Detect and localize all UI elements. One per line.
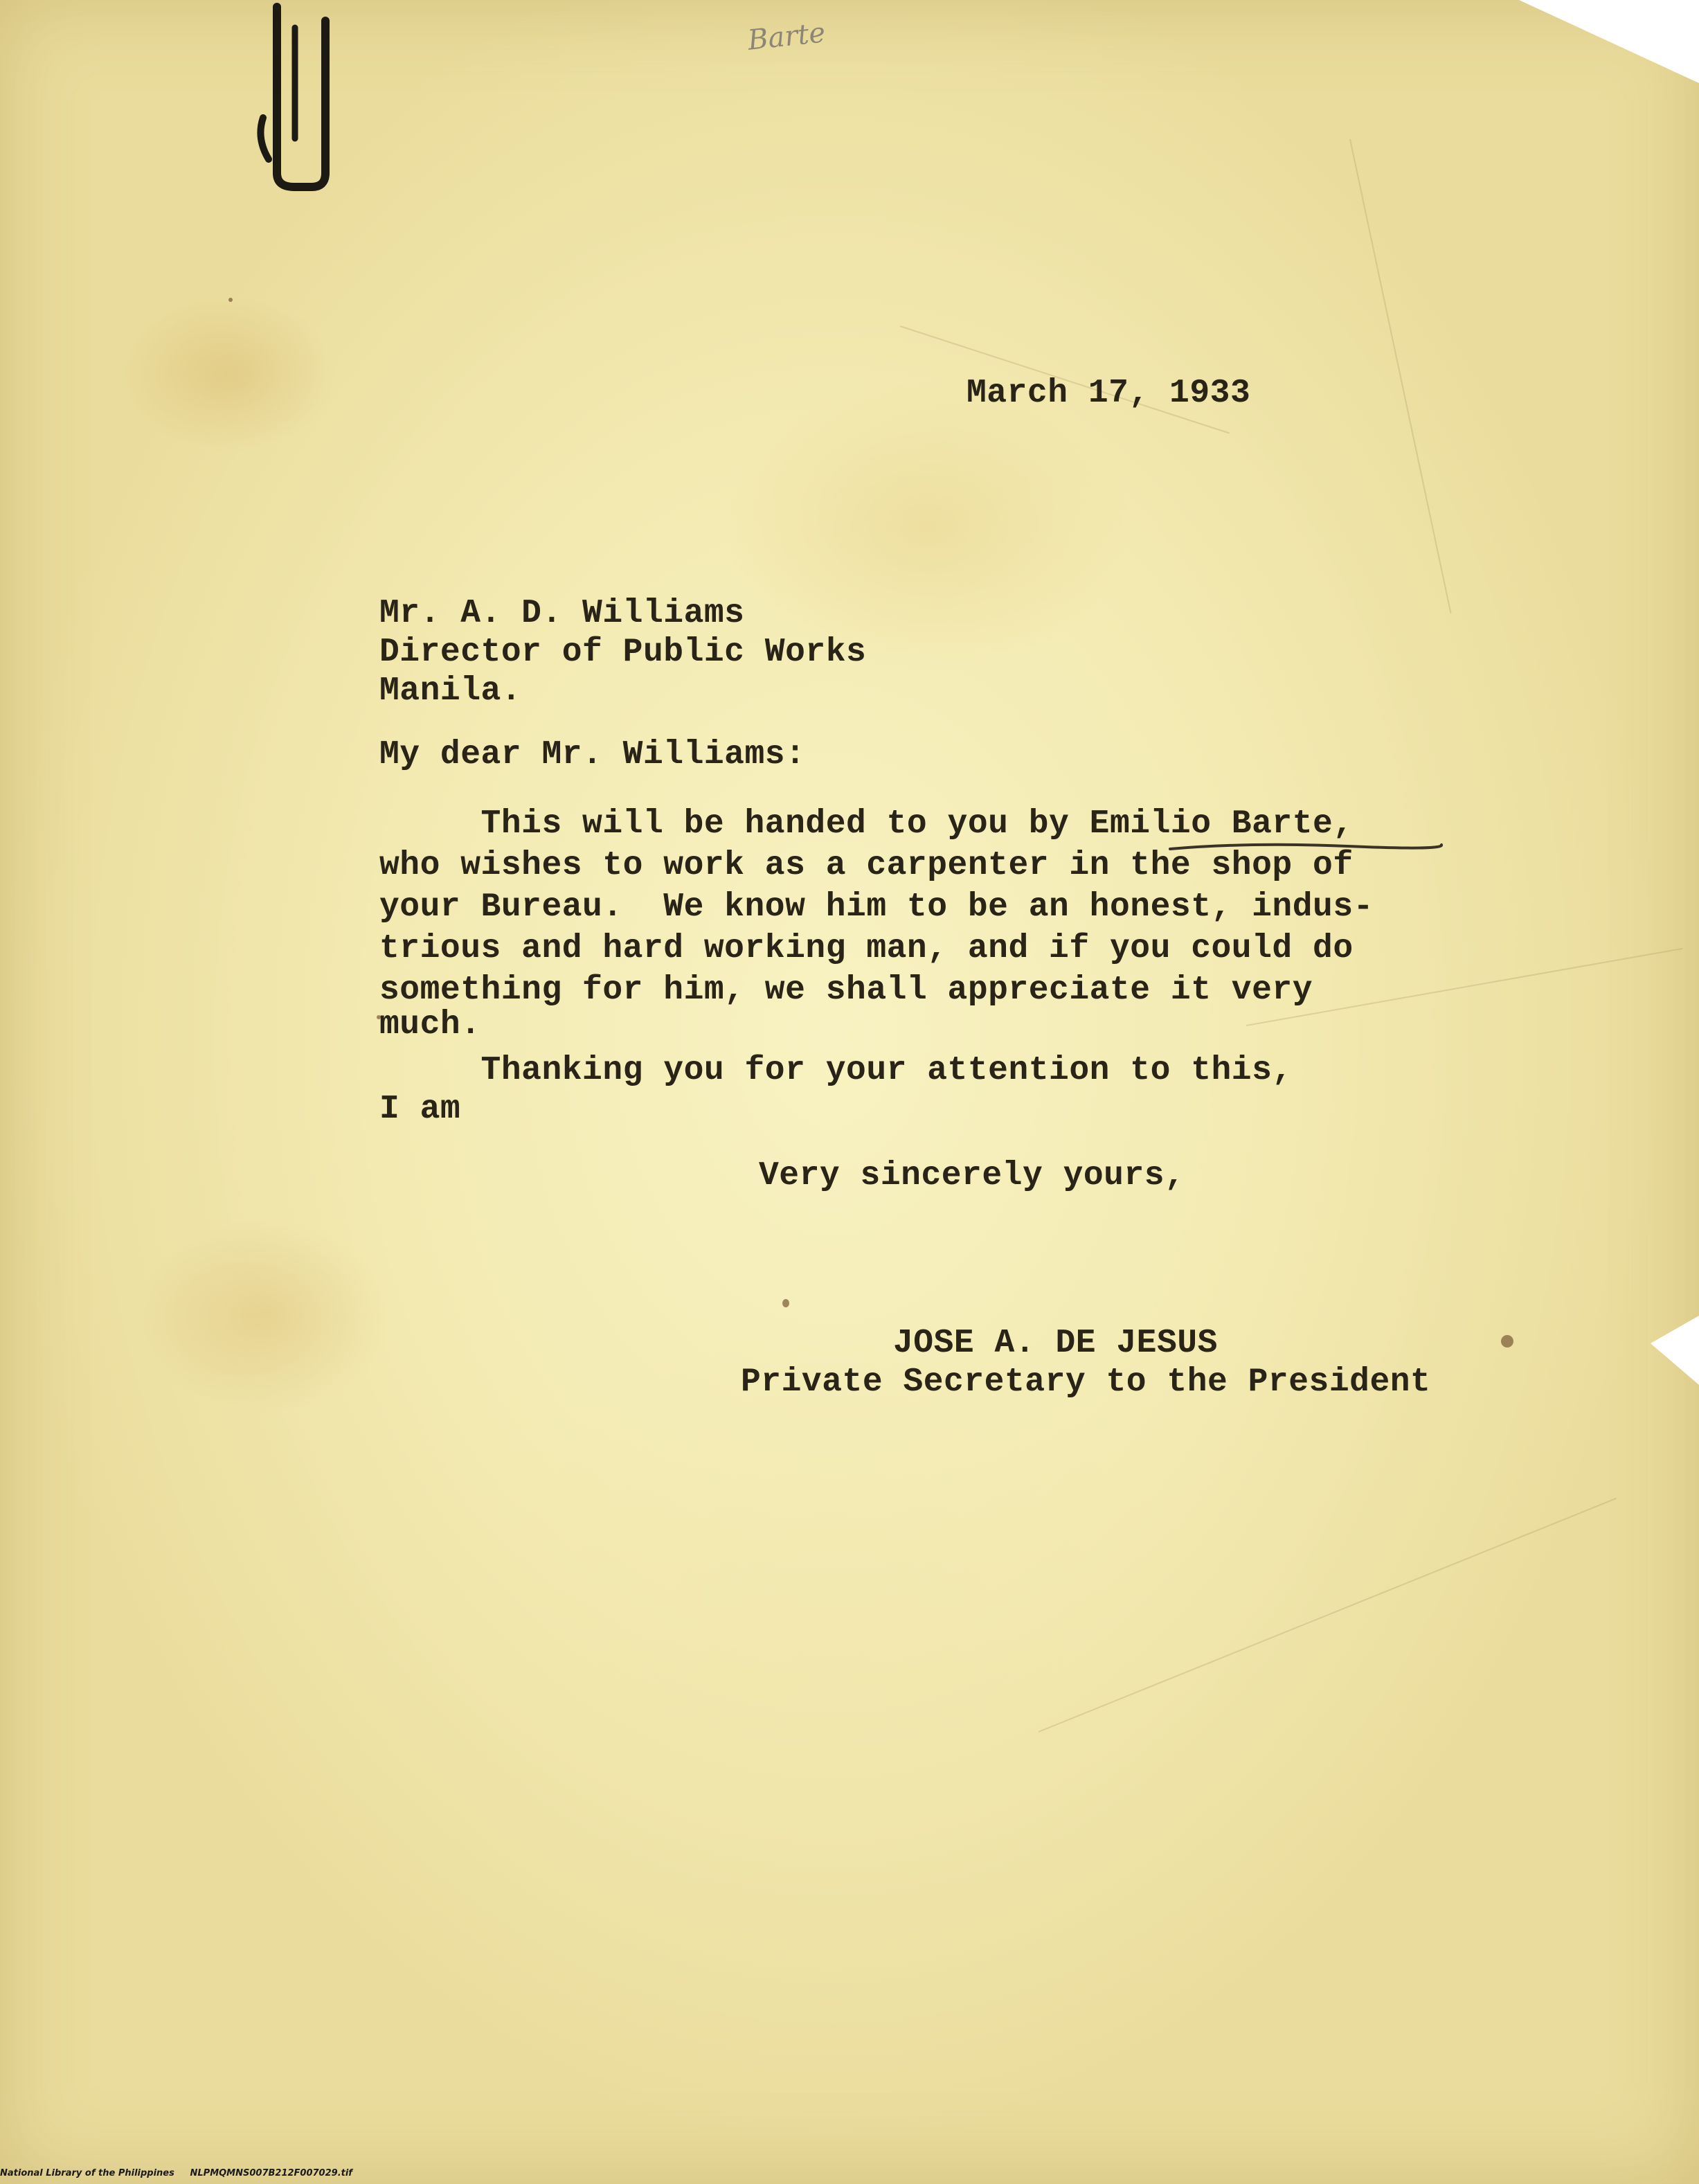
body-line: something for him, we shall appreciate it very bbox=[379, 972, 1313, 1009]
recipient-title: Director of Public Works bbox=[379, 634, 867, 671]
signer-name: JOSE A. DE JESUS bbox=[893, 1325, 1218, 1362]
ink-speck bbox=[1501, 1335, 1513, 1348]
signer-title: Private Secretary to the President bbox=[741, 1363, 1431, 1401]
paper-crease bbox=[1349, 139, 1451, 614]
body-line: trious and hard working man, and if you could do bbox=[379, 930, 1354, 967]
footer-library: National Library of the Philippines bbox=[0, 2168, 174, 2178]
handwritten-underline bbox=[1167, 839, 1444, 860]
body-line: much. bbox=[379, 1006, 481, 1044]
body-line: This will be handed to you by Emilio Barte, bbox=[379, 805, 1354, 843]
paper-crease bbox=[1039, 1498, 1617, 1733]
paper-clip-mark bbox=[228, 0, 346, 201]
thanks-line: Thanking you for your attention to this, bbox=[379, 1052, 1293, 1089]
ink-speck bbox=[228, 298, 233, 302]
closing: Very sincerely yours, bbox=[759, 1157, 1185, 1194]
footer-file-id: NLPMQMNS007B212F007029.tif bbox=[190, 2168, 352, 2178]
letter-date: March 17, 1933 bbox=[967, 375, 1251, 412]
recipient-name: Mr. A. D. Williams bbox=[379, 595, 745, 632]
recipient-city: Manila. bbox=[379, 672, 522, 710]
torn-corner bbox=[1519, 0, 1699, 83]
pencil-annotation: Barte bbox=[746, 17, 827, 57]
i-am-line: I am bbox=[379, 1091, 461, 1128]
ink-speck bbox=[782, 1299, 789, 1307]
torn-edge bbox=[1651, 1316, 1699, 1385]
body-line: your Bureau. We know him to be an honest, indus- bbox=[379, 888, 1374, 926]
body-line: who wishes to work as a carpenter in the shop of bbox=[379, 847, 1354, 884]
salutation: My dear Mr. Williams: bbox=[379, 736, 806, 773]
archive-footer bbox=[0, 2168, 352, 2178]
